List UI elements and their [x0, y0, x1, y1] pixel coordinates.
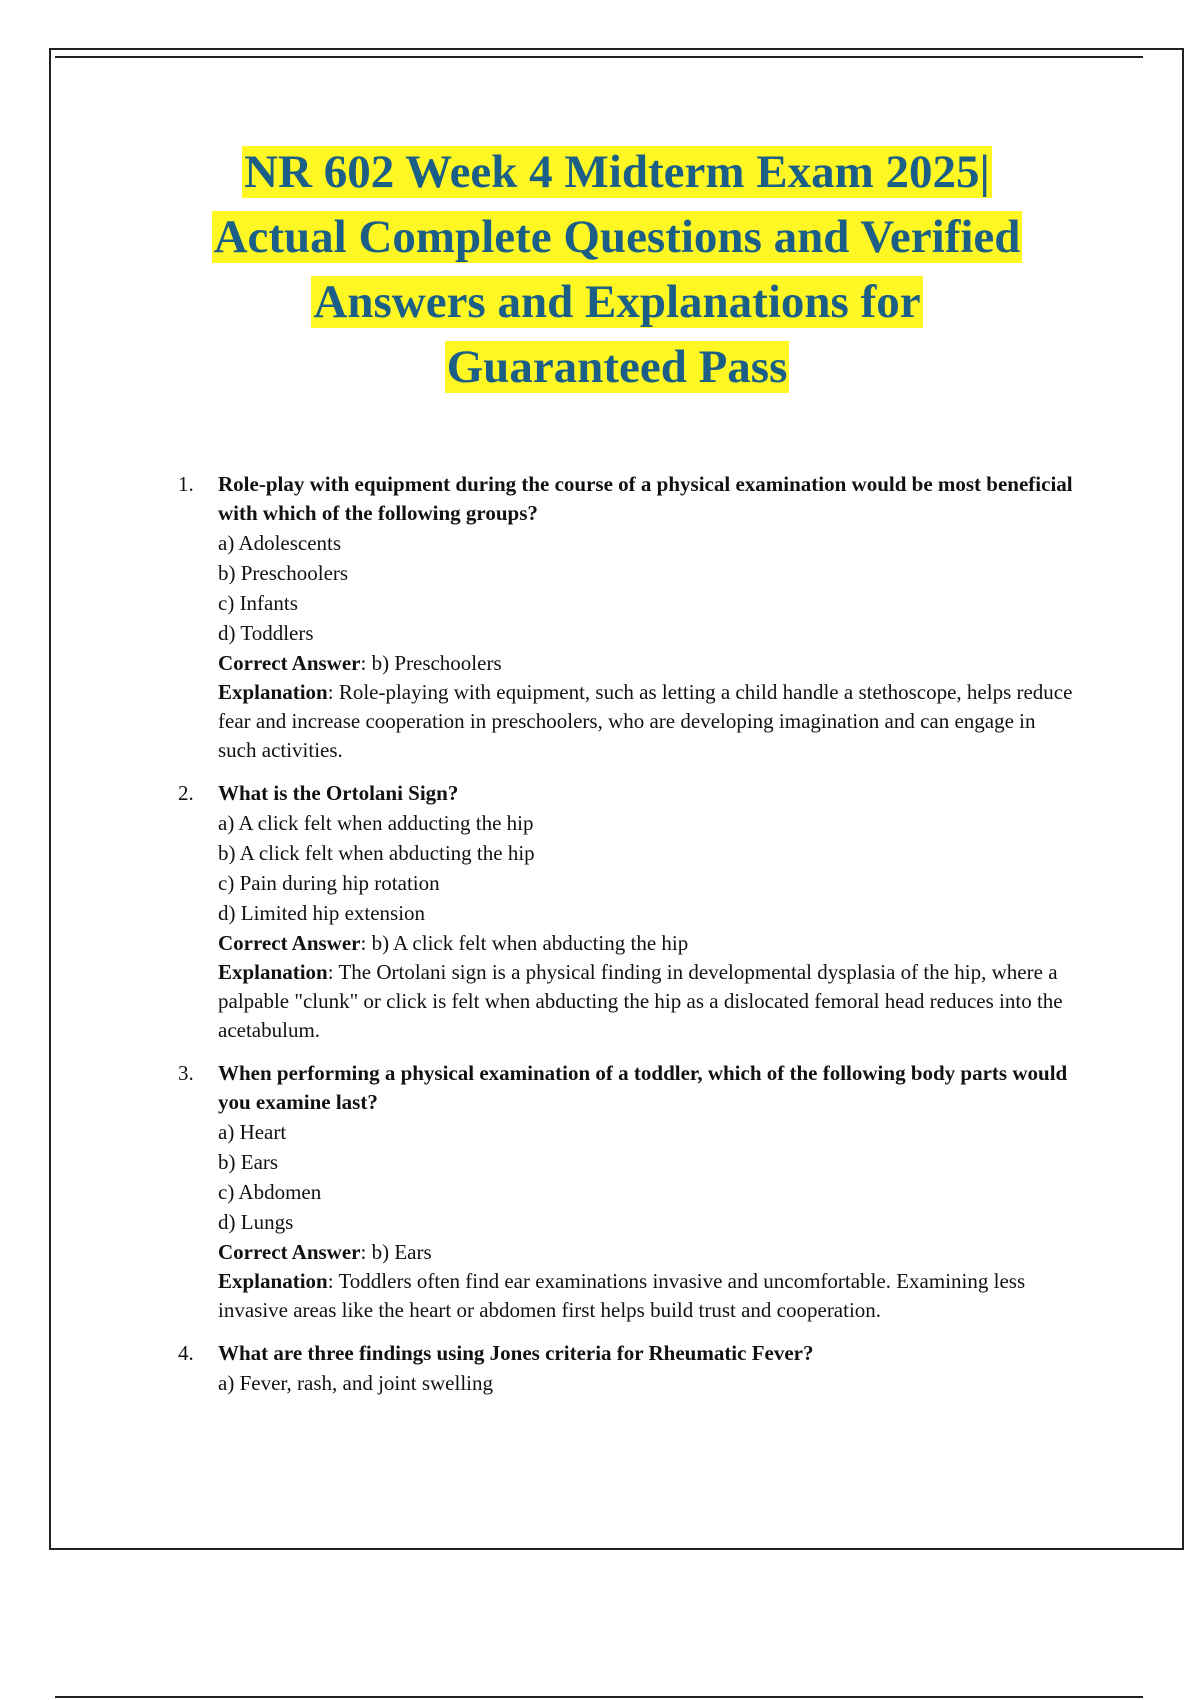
- explanation-text: Toddlers often find ear examinations invasive and uncomfortable. Examining less invasive areas like the heart or abdomen first helps build trust and cooperation.: [218, 1269, 1026, 1322]
- question-number: 4.: [178, 1341, 194, 1365]
- answer-option: d) Limited hip extension: [218, 901, 426, 925]
- question-number: 3.: [178, 1061, 194, 1085]
- question-text: What are three findings using Jones criteria for Rheumatic Fever?: [218, 1341, 814, 1365]
- explanation-label: Explanation: [218, 1269, 328, 1293]
- question-item: [178, 779, 1078, 1045]
- title-line: Guaranteed Pass: [446, 341, 788, 393]
- question-item: [178, 1339, 1078, 1398]
- correct-answer-value: b) A click felt when abducting the hip: [371, 931, 689, 955]
- correct-answer-label: Correct Answer: [218, 651, 361, 675]
- explanation-label: Explanation: [218, 680, 328, 704]
- question-text: Role-play with equipment during the course of a physical examination would be most beneficial with which of the following groups?: [218, 472, 1073, 525]
- question-item: [178, 1059, 1078, 1325]
- question-text: When performing a physical examination of a toddler, which of the following body parts would you examine last?: [218, 1061, 1068, 1114]
- title-line: Actual Complete Questions and Verified: [213, 211, 1021, 263]
- answer-option: c) Pain during hip rotation: [218, 871, 440, 895]
- question-text: What is the Ortolani Sign?: [218, 781, 459, 805]
- explanation: Explanation: The Ortolani sign is a physical finding in developmental dysplasia of the hip, where a palpable "clunk" or click is felt when abducting the hip as a dislocated femoral head reduces into the acetabulum.: [218, 960, 1063, 1042]
- explanation: Explanation: Role-playing with equipment, such as letting a child handle a stethoscope, helps reduce fear and increase cooperation in preschoolers, who are developing imagination and can engage in such activities.: [218, 680, 1073, 762]
- answer-option: c) Abdomen: [218, 1180, 322, 1204]
- correct-answer: Correct Answer: b) A click felt when abducting the hip: [218, 931, 689, 955]
- title-line: Answers and Explanations for: [313, 276, 921, 328]
- question-number: 2.: [178, 781, 194, 805]
- question-list: [178, 470, 1078, 1412]
- explanation: Explanation: Toddlers often find ear examinations invasive and uncomfortable. Examining less invasive areas like the heart or abdomen first helps build trust and cooperation.: [218, 1269, 1026, 1322]
- answer-option: a) Heart: [218, 1120, 287, 1144]
- question-number: 1.: [178, 472, 194, 496]
- answer-option: a) Adolescents: [218, 531, 342, 555]
- top-rule: [55, 56, 1143, 58]
- explanation-text: The Ortolani sign is a physical finding in developmental dysplasia of the hip, where a palpable "clunk" or click is felt when abducting the hip as a dislocated femoral head reduces into the acetabulum.: [218, 960, 1063, 1042]
- bottom-rule: [55, 1696, 1143, 1698]
- correct-answer-label: Correct Answer: [218, 1240, 361, 1264]
- answer-option: d) Lungs: [218, 1210, 294, 1234]
- answer-option: b) A click felt when abducting the hip: [218, 841, 535, 865]
- correct-answer-value: b) Ears: [371, 1240, 432, 1264]
- correct-answer-label: Correct Answer: [218, 931, 361, 955]
- explanation-text: Role-playing with equipment, such as letting a child handle a stethoscope, helps reduce fear and increase cooperation in preschoolers, who are developing imagination and can engage in such activities.: [218, 680, 1073, 762]
- answer-option: d) Toddlers: [218, 621, 314, 645]
- explanation-label: Explanation: [218, 960, 328, 984]
- question-item: [178, 470, 1078, 765]
- answer-option: c) Infants: [218, 591, 298, 615]
- correct-answer: Correct Answer: b) Preschoolers: [218, 651, 502, 675]
- correct-answer: Correct Answer: b) Ears: [218, 1240, 432, 1264]
- document-title: [120, 140, 1114, 400]
- correct-answer-value: b) Preschoolers: [371, 651, 502, 675]
- answer-option: a) Fever, rash, and joint swelling: [218, 1371, 494, 1395]
- answer-option: a) A click felt when adducting the hip: [218, 811, 534, 835]
- answer-option: b) Preschoolers: [218, 561, 349, 585]
- answer-option: b) Ears: [218, 1150, 279, 1174]
- title-line: NR 602 Week 4 Midterm Exam 2025|: [244, 146, 990, 198]
